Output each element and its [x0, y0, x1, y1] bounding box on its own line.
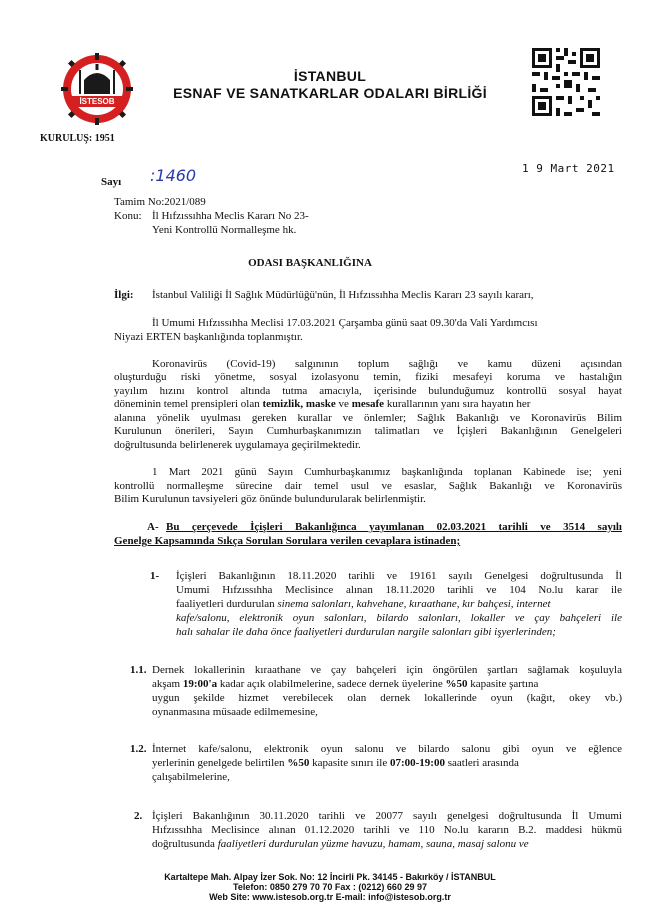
paragraph-3-line3: Bilim Kurulunun tavsiyeleri göz önünde bulundurularak belirlenmiştir.	[114, 493, 426, 505]
item-1-1-line3: uygun şekilde hizmet verebilecek olan dernek lokallerinde oyun (kağıt, okey vb.)	[152, 692, 622, 704]
paragraph-2-line1: Koronavirüs (Covid-19) salgınının toplum sağlığı ve kamu düzeni açısından	[152, 358, 622, 370]
item-2-line3	[152, 838, 622, 852]
section-a-prefix: A-	[147, 521, 159, 533]
ilgi-text: İstanbul Valiliği İl Sağlık Müdürlüğü'nün, İl Hıfzıssıhha Meclis Kararı 23 sayılı kararı,	[152, 289, 534, 301]
konu-line1: İl Hıfzıssıhha Meclis Kararı No 23-	[152, 210, 309, 222]
paragraph-2-line5: alanına yönelik uyulması gereken kurallar ve önlemler; Sağlık Bakanlığı ve Koronavirüs Bilim	[114, 412, 622, 424]
paragraph-2-line4	[114, 398, 622, 412]
item-1-2-bold-capacity: %50	[287, 757, 310, 769]
item-1-1-line2	[152, 678, 622, 692]
item-2-text-a: doğrultusunda	[152, 838, 218, 850]
item-1-1-line4: oynanmasına müsaade edilmemesine,	[152, 706, 318, 718]
founded-text: KURULUŞ: 1951	[40, 133, 115, 144]
paragraph-2-line6: Kurulunun önerileri, Sayın Cumhurbaşkanımızın talimatları ve İçişleri Bakanlığının Genelgeleri	[114, 425, 622, 437]
item-1-2-line3: çalışabilmelerine,	[152, 771, 230, 783]
item-2-line2: Hıfzıssıhha Meclisince alınan 01.12.2020 tarihli ve 110 No.lu kararın B.2. maddesi hükmü	[152, 824, 622, 836]
item-1-2-text-a: yerlerinin genelgede belirtilen	[152, 757, 288, 769]
item-1-1-text-e: kapasite şartına	[467, 678, 539, 690]
item-1-line3	[176, 598, 622, 612]
org-name-line2: ESNAF VE SANATKARLAR ODALARI BİRLİĞİ	[173, 85, 487, 101]
paragraph-2-line2: oluşturduğu riski yönetme, sosyal izolasyonu temin, fiziki mesafeyi koruma ve hastalığın	[114, 371, 622, 383]
p2-bold-distance: mesafe	[351, 398, 385, 410]
recipient-heading: ODASI BAŞKANLIĞINA	[248, 257, 372, 269]
item-1-2-text-e: saatleri arasında	[444, 757, 519, 769]
item-1-2-bold-hours: 07:00-19:00	[389, 757, 445, 769]
item-1-line2: Umumi Hıfzıssıhha Meclisince alınan 18.11.2020 tarihli ve 104 No.lu karar ile	[176, 584, 622, 596]
paragraph-3-line2: kontrollü normalleşme sürecine dair temel usul ve esaslar, Sağlık Bakanlığı ve Koronavirüs	[114, 480, 622, 492]
org-name-line1: İSTANBUL	[293, 68, 367, 84]
paragraph-3-line1: 1 Mart 2021 günü Sayın Cumhurbaşkanımız başkanlığında toplanan Kabinede ise; yeni	[152, 466, 622, 478]
item-1-1-line1: Dernek lokallerinin kıraathane ve çay bahçeleri için öngörülen şartları sağlamak koşuluyla	[152, 664, 622, 676]
item-1-1-bold-capacity: %50	[445, 678, 468, 690]
logo-year: 1951	[91, 109, 103, 115]
item-2-line1: İçişleri Bakanlığının 30.11.2020 tarihli ve 20077 sayılı genelgesi doğrultusunda İl Umumi	[152, 810, 622, 822]
item-1-text: faaliyetleri durdurulan	[176, 598, 278, 610]
istesob-logo	[60, 52, 134, 126]
item-1-1-number: 1.1.	[130, 664, 147, 676]
item-1-line1: İçişleri Bakanlığının 18.11.2020 tarihli ve 19161 sayılı Genelgesi doğrultusunda İl	[176, 570, 622, 582]
paragraph-2-line7: doğrultusunda belirlenerek uygulamaya geçirilmektedir.	[114, 439, 361, 451]
paragraph-1-line1: İl Umumi Hıfzıssıhha Meclisi 17.03.2021 Çarşamba günü saat 09.30'da Vali Yardımcısı	[152, 317, 538, 329]
item-1-2-line2	[152, 757, 622, 771]
item-1-2-number: 1.2.	[130, 743, 147, 755]
item-1-2-text-c: kapasite sınırı ile	[309, 757, 390, 769]
item-1-number: 1-	[150, 570, 160, 582]
footer-phone: Telefon: 0850 279 70 70 Fax : (0212) 660 29 97	[233, 882, 427, 892]
qr-code	[530, 46, 602, 118]
item-2-italic: faaliyetleri durdurulan yüzme havuzu, hamam, sauna, masaj salonu ve	[217, 838, 529, 850]
sayi-value-handwritten: :1460	[150, 166, 197, 185]
item-1-line5: halı sahalar ile daha önce faaliyetleri durdurulan nargile salonları gibi işyerlerinden;	[176, 626, 556, 638]
paragraph-2-line3: yayılım hızını kontrol altında tutma amacıyla, içerisinde bulunduğumuz kontrollü sosyal hayat	[114, 385, 622, 397]
footer-web: Web Site: www.istesob.org.tr E-mail: info@istesob.org.tr	[209, 892, 451, 902]
item-2-number: 2.	[134, 810, 143, 822]
item-1-1-bold-time: 19:00'a	[182, 678, 218, 690]
item-1-line4: kafe/salonu, elektronik oyun salonları, bilardo salonları, lokaller ve çay bahçeleri ile	[176, 612, 622, 624]
sayi-label: Sayı	[101, 176, 122, 188]
document-date: 1 9 Mart 2021	[522, 162, 615, 175]
logo-text: İSTESOB	[79, 97, 115, 106]
item-1-italic-start: sinema salonları, kahvehane, kıraathane, kır bahçesi, internet	[277, 598, 551, 610]
item-1-2-line1: İnternet kafe/salonu, elektronik oyun salonu ve bilardo salonu gibi oyun ve eğlence	[152, 743, 622, 755]
konu-label: Konu:	[114, 210, 142, 222]
p2-text-e: kurallarının yanı sıra hayatın her	[384, 398, 531, 410]
tamim-no: Tamim No:2021/089	[114, 196, 206, 208]
footer-address: Kartaltepe Mah. Alpay İzer Sok. No: 12 İncirli Pk. 34145 - Bakırköy / İSTANBUL	[164, 872, 496, 882]
ilgi-label: İlgi:	[114, 289, 134, 301]
p2-text-a: döneminin temel prensipleri olan	[114, 398, 263, 410]
p2-text-c: ve	[335, 398, 352, 410]
konu-line2: Yeni Kontrollü Normalleşme hk.	[152, 224, 297, 236]
paragraph-1-line2: Niyazi ERTEN başkanlığında toplanmıştır.	[114, 331, 303, 343]
item-1-1-text-a: akşam	[152, 678, 183, 690]
section-a-line2: Genelge Kapsamında Sıkça Sorulan Sorulara verilen cevaplara istinaden;	[114, 535, 461, 547]
section-a-line1: Bu çerçevede İçişleri Bakanlığınca yayımlanan 02.03.2021 tarihli ve 3514 sayılı	[166, 521, 622, 533]
p2-bold-cleanliness-mask: temizlik, maske	[262, 398, 336, 410]
item-1-1-text-c: kadar açık olabilmelerine, sadece dernek üyelerine	[217, 678, 446, 690]
